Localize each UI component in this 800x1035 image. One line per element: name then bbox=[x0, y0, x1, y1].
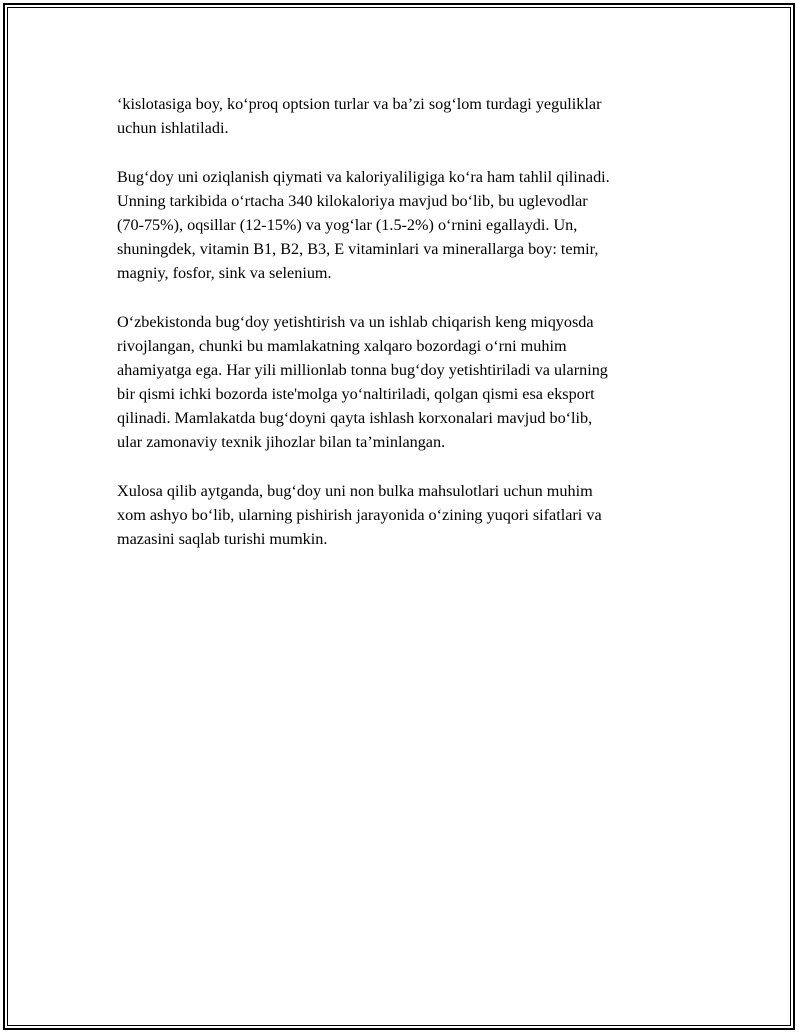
text-line: Xulosa qilib aytganda, bug‘doy uni non bulka mahsulotlari uchun muhim bbox=[117, 482, 593, 500]
text-line: shuningdek, vitamin B1, B2, B3, E vitaminlari va minerallarga boy: temir, bbox=[117, 240, 599, 258]
text-line: Bug‘doy uni oziqlanish qiymati va kaloriyaliligiga ko‘ra ham tahlil qilinadi. bbox=[117, 168, 610, 186]
text-line: (70-75%), oqsillar (12-15%) va yog‘lar (1.5-2%) o‘rnini egallaydi. Un, bbox=[117, 216, 578, 234]
text-line: qilinadi. Mamlakatda bug‘doyni qayta ishlash korxonalari mavjud bo‘lib, bbox=[117, 409, 593, 427]
text-line: O‘zbekistonda bug‘doy yetishtirish va un ishlab chiqarish keng miqyosda bbox=[117, 313, 594, 331]
text-line: xom ashyo bo‘lib, ularning pishirish jarayonida o‘zining yuqori sifatlari va bbox=[117, 506, 602, 524]
text-line: ahamiyatga ega. Har yili millionlab tonna bug‘doy yetishtiriladi va ularning bbox=[117, 361, 608, 379]
text-line: Unning tarkibida o‘rtacha 340 kilokaloriya mavjud bo‘lib, bu uglevodlar bbox=[117, 192, 588, 210]
text-line: mazasini saqlab turishi mumkin. bbox=[117, 530, 328, 548]
paragraph-1 bbox=[117, 92, 687, 140]
paragraph-4 bbox=[117, 479, 687, 551]
paragraph-2 bbox=[117, 165, 687, 285]
text-line: uchun ishlatiladi. bbox=[117, 119, 229, 137]
text-line: rivojlangan, chunki bu mamlakatning xalqaro bozordagi o‘rni muhim bbox=[117, 337, 567, 355]
text-line: ular zamonaviy texnik jihozlar bilan ta’minlangan. bbox=[117, 433, 446, 451]
text-line: bir qismi ichki bozorda iste'molga yo‘naltiriladi, qolgan qismi esa eksport bbox=[117, 385, 595, 403]
text-line: ‘kislotasiga boy, ko‘proq optsion turlar va ba’zi sog‘lom turdagi yeguliklar bbox=[117, 95, 602, 113]
text-line: magniy, fosfor, sink va selenium. bbox=[117, 264, 332, 282]
document-body bbox=[117, 92, 687, 576]
paragraph-3 bbox=[117, 310, 687, 454]
